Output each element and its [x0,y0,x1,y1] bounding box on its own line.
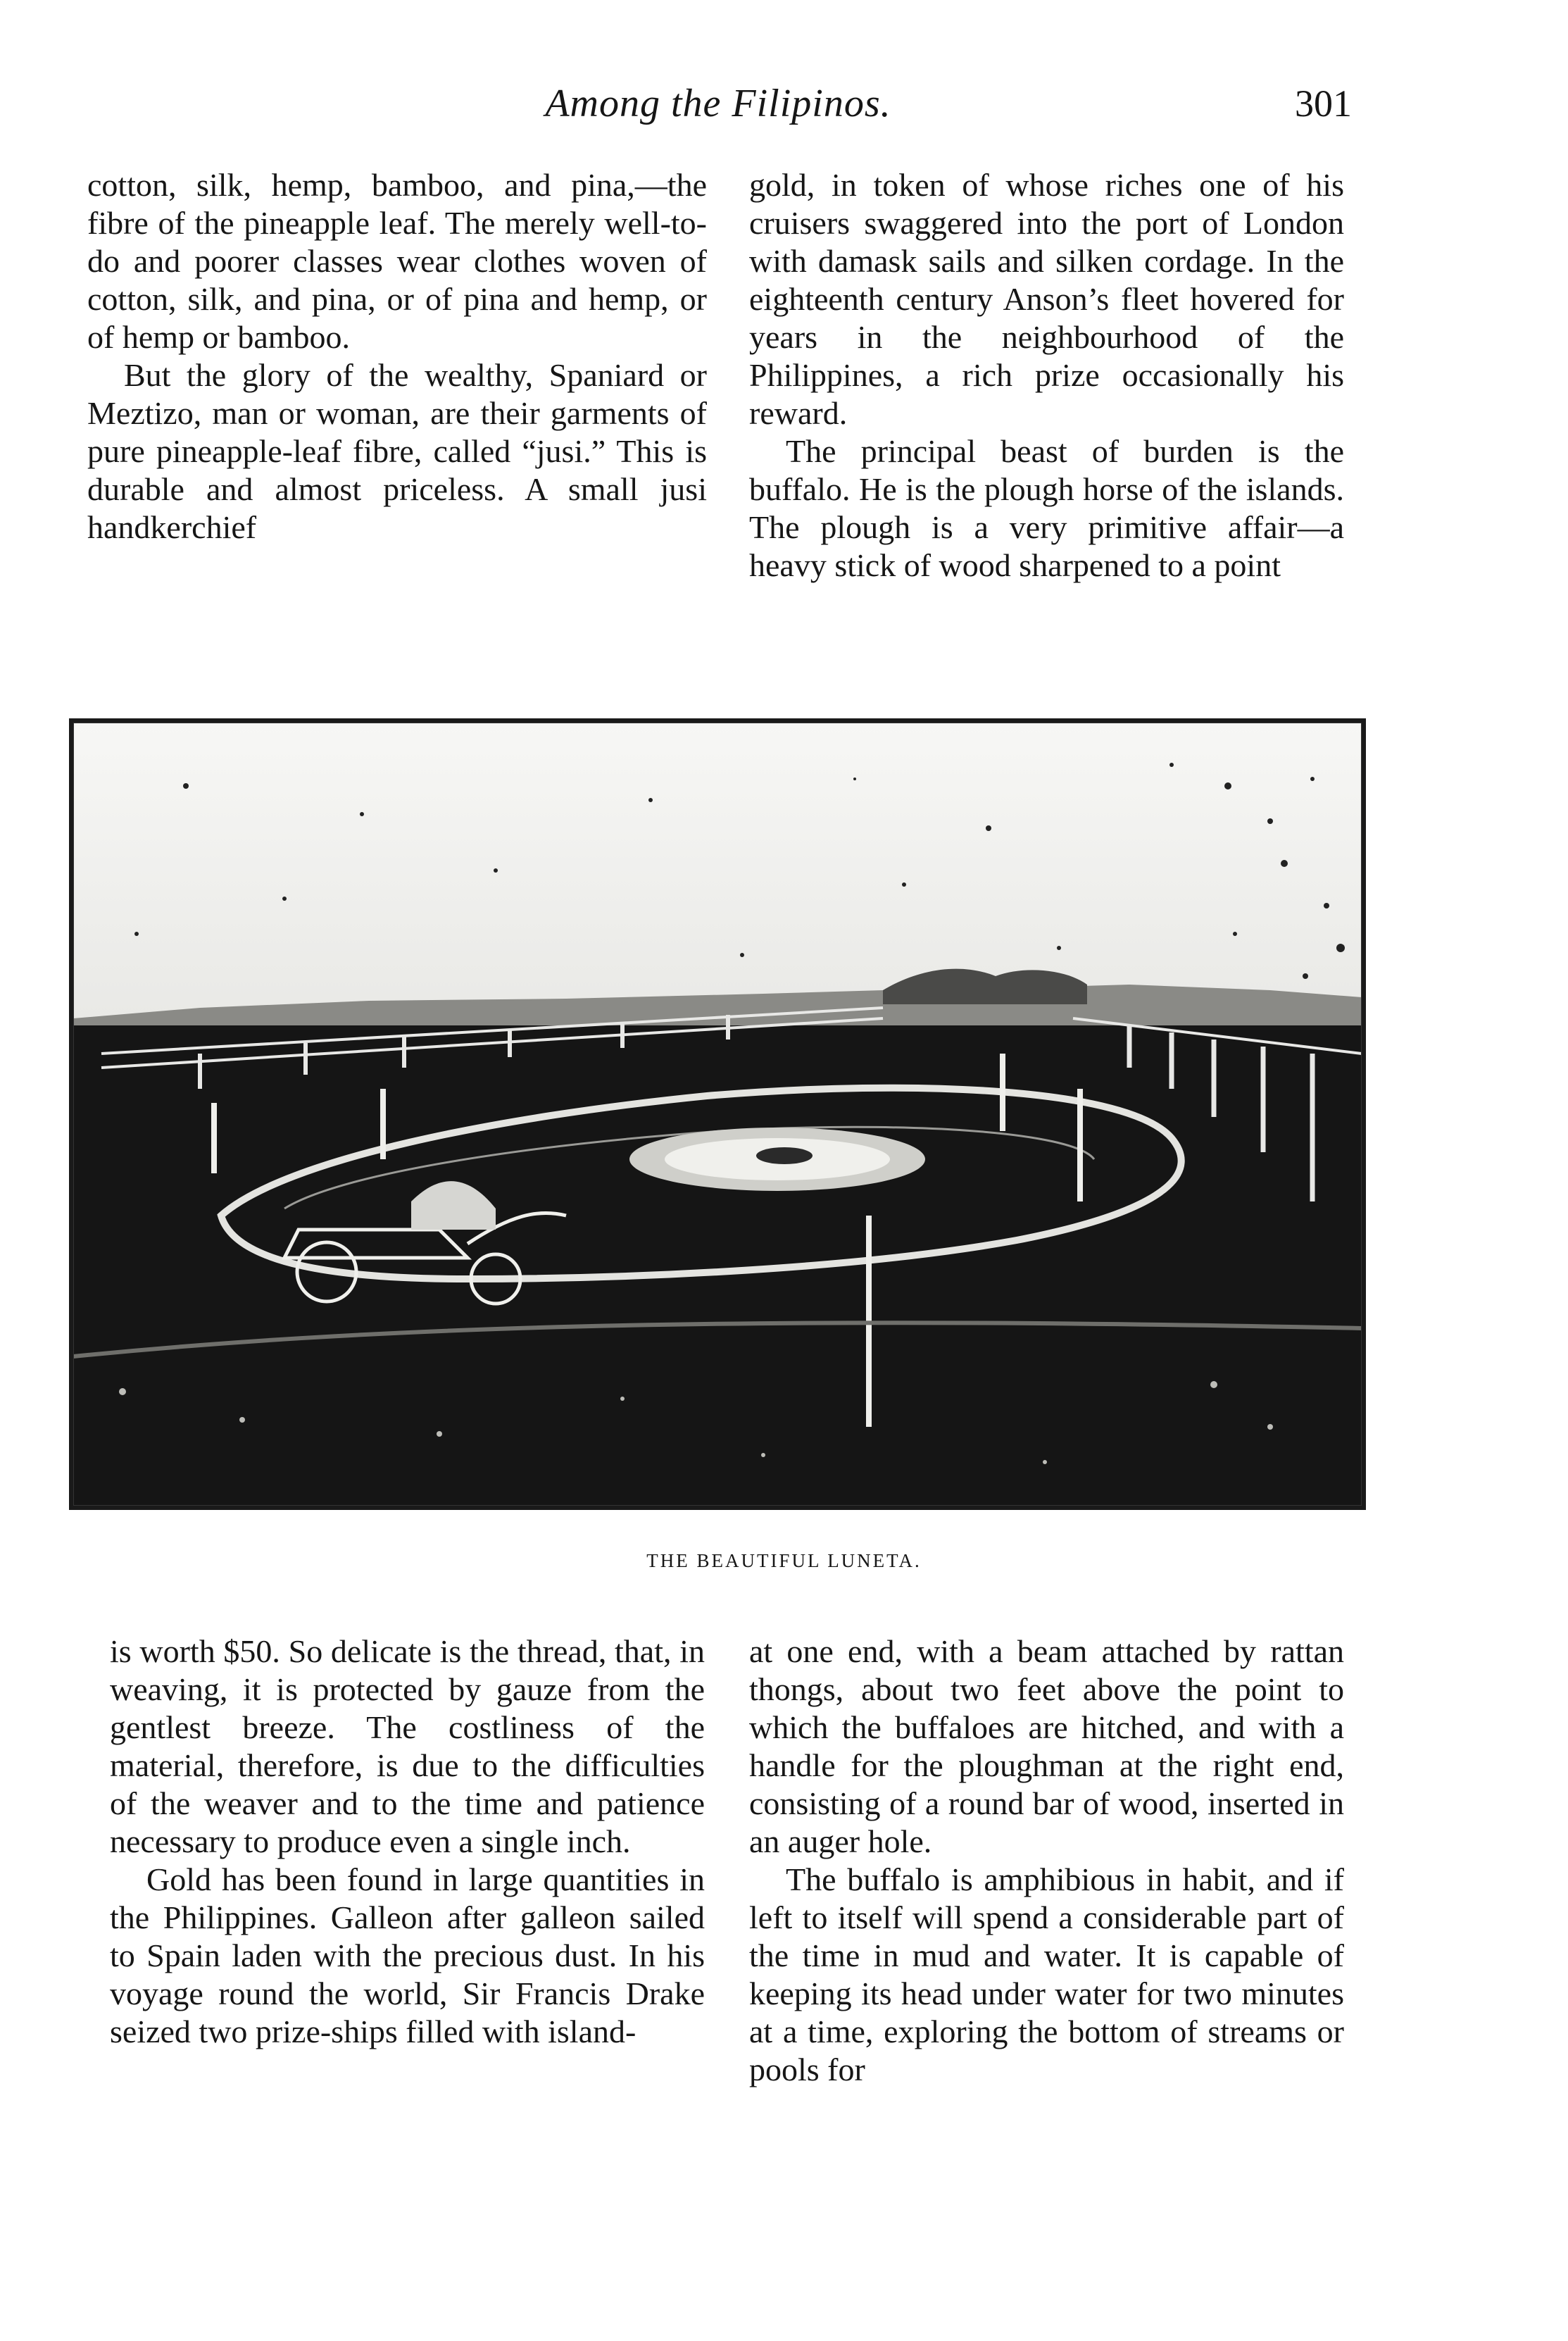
running-title: Among the Filipinos. [545,82,891,125]
luneta-photograph [69,718,1366,1510]
photograph-image [73,723,1362,1506]
paragraph: is worth $50. So delicate is the thread, that, in weaving, it is protected by gauze from the gentlest breeze. The costliness of the material, therefore, is due to the difficulties of the weaver and to the time and patience necessary to produce even a single inch. [110,1633,705,1859]
paragraph: The principal beast of burden is the buffalo. He is the plough horse of the islands. The plough is a very primitive affair—a heavy stick of wood sharpened to a point [749,433,1344,583]
paragraph: Gold has been found in large quantities in the Philippines. Galleon after galleon sailed to Spain laden with the precious dust. In his voyage round the world, Sir Francis Drake seized two prize-ships filled with island- [110,1861,705,2049]
column-top-right [749,166,1344,585]
paragraph: cotton, silk, hemp, bamboo, and pina,—the fibre of the pineapple leaf. The merely well-to-do and poorer classes wear clothes woven of cotton, silk, and pina, or of pina and hemp, or of hemp or bamboo. [87,167,707,355]
page-header [84,79,1352,135]
paragraph: at one end, with a beam attached by rattan thongs, about two feet above the point to which the buffaloes are hitched, and with a handle for the ploughman at the right end, consisting of a round bar of wood, inserted in an auger hole. [749,1633,1344,1859]
page-number: 301 [1295,82,1352,125]
paragraph: The buffalo is amphibious in habit, and if left to itself will spend a considerable part of the time in mud and water. It is capable of keeping its head under water for two minutes at a time, exploring the bottom of streams or pools for [749,1861,1344,2087]
figure-caption: THE BEAUTIFUL LUNETA. [646,1550,922,1571]
column-bottom-right [749,1633,1344,2089]
paragraph: But the glory of the wealthy, Spaniard or Meztizo, man or woman, are their garments of pure pineapple-leaf fibre, called “jusi.” This is durable and almost priceless. A small jusi handkerchief [87,357,707,545]
column-bottom-left [110,1633,705,2051]
paragraph: gold, in token of whose riches one of his cruisers swaggered into the port of London with damask sails and silken cordage. In the eighteenth century Anson’s fleet hovered for years in the neighbourhood of the Philippines, a rich prize occasionally his reward. [749,167,1344,431]
column-top-left [87,166,707,547]
